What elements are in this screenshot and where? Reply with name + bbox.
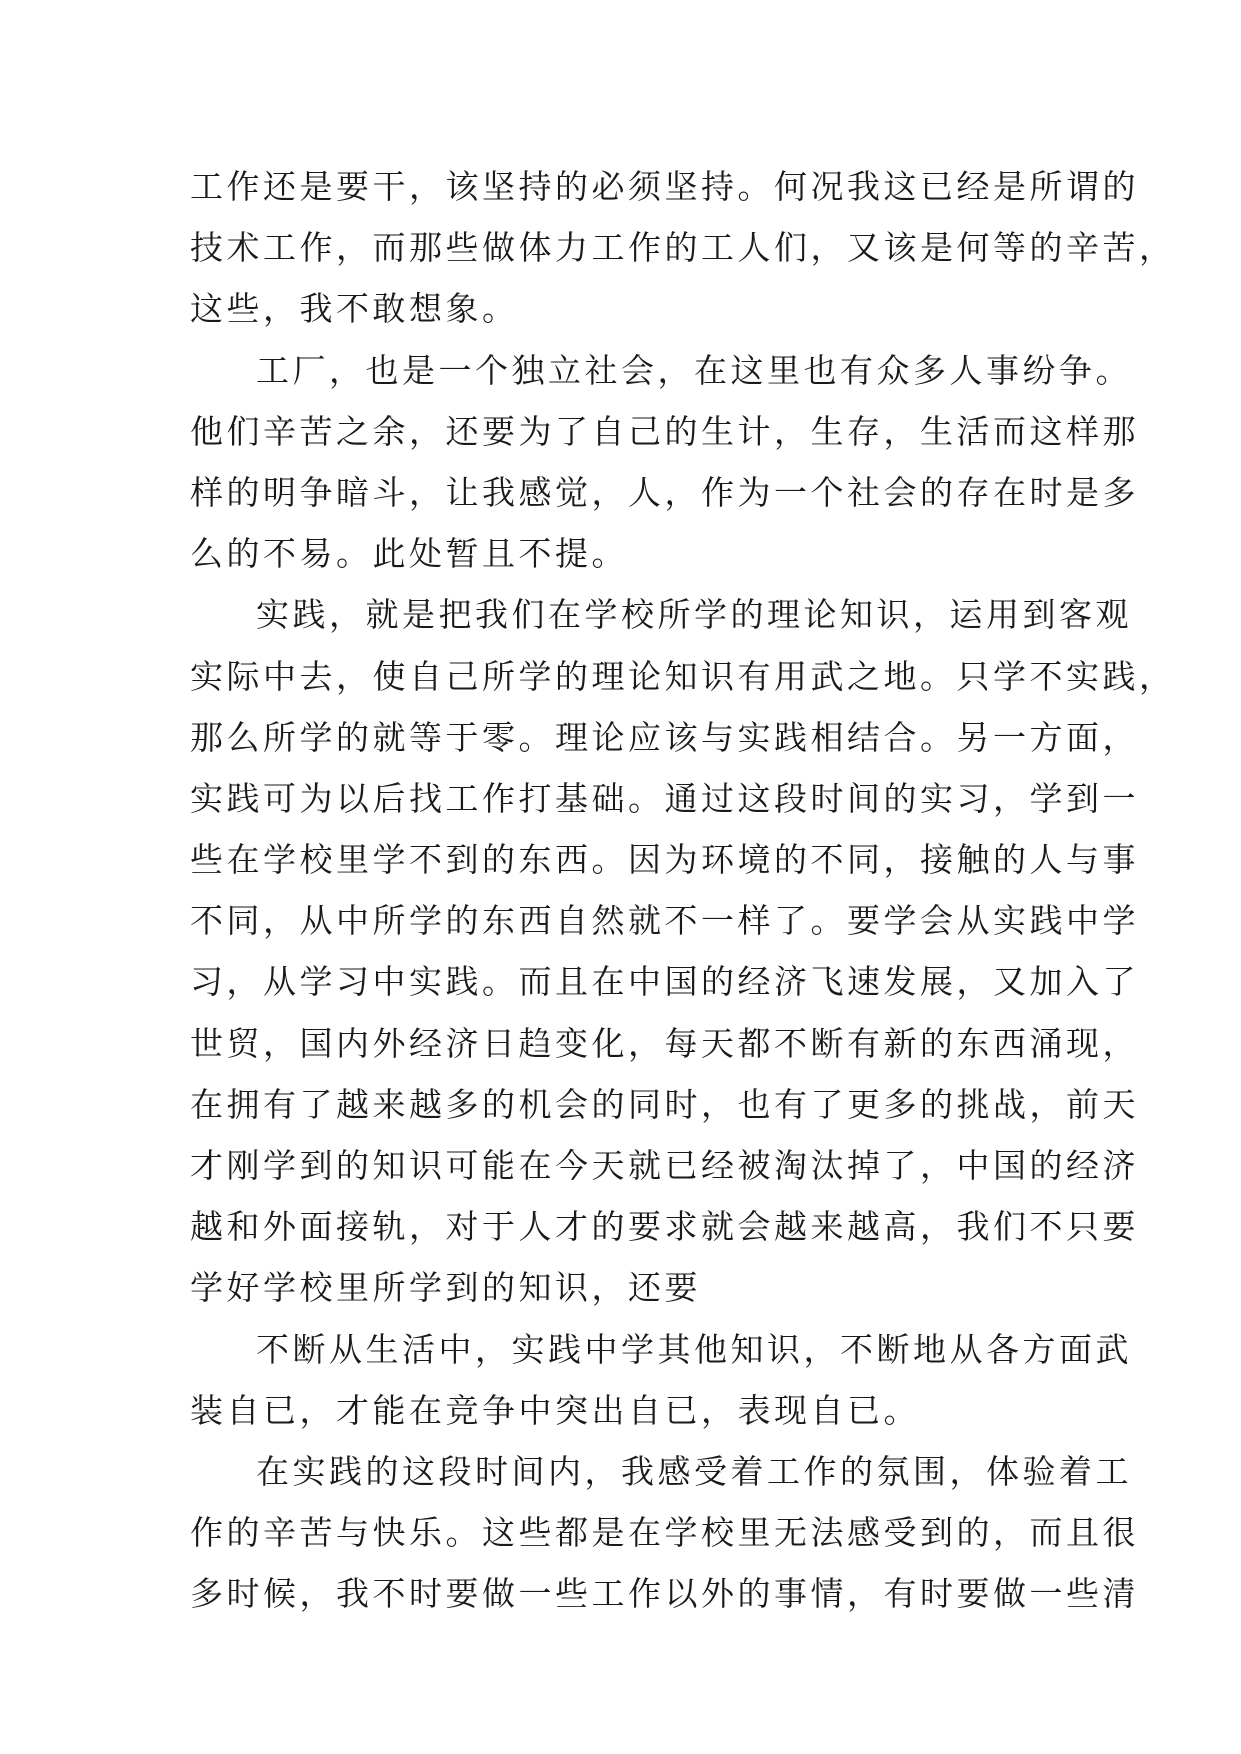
text-line: 样的明争暗斗，让我感觉，人，作为一个社会的存在时是多 bbox=[190, 472, 1139, 512]
text-line: 他们辛苦之余，还要为了自己的生计，生存，生活而这样那 bbox=[190, 411, 1139, 451]
paragraph-first-line: 工厂，也是一个独立社会，在这里也有众多人事纷争。 bbox=[256, 350, 1132, 390]
text-line: 技术工作，而那些做体力工作的工人们，又该是何等的辛苦， bbox=[190, 228, 1176, 268]
text-line: 在拥有了越来越多的机会的同时，也有了更多的挑战，前天 bbox=[190, 1084, 1139, 1124]
text-line: 才刚学到的知识可能在今天就已经被淘汰掉了，中国的经济 bbox=[190, 1146, 1139, 1185]
document-body bbox=[190, 156, 1176, 1625]
text-line: 实践可为以后找工作打基础。通过这段时间的实习，学到一 bbox=[190, 778, 1139, 818]
text-line: 实际中去，使自己所学的理论知识有用武之地。只学不实践， bbox=[190, 656, 1176, 696]
text-line: 那么所学的就等于零。理论应该与实践相结合。另一方面， bbox=[190, 717, 1139, 757]
text-line: 世贸，国内外经济日趋变化，每天都不断有新的东西涌现， bbox=[190, 1023, 1139, 1063]
text-line: 多时候，我不时要做一些工作以外的事情，有时要做一些清 bbox=[190, 1574, 1139, 1614]
text-line: 习，从学习中实践。而且在中国的经济飞速发展，又加入了 bbox=[190, 962, 1139, 1002]
text-line: 这些，我不敢想象。 bbox=[190, 289, 519, 329]
text-line: 学好学校里所学到的知识，还要 bbox=[190, 1268, 701, 1308]
text-line: 么的不易。此处暂且不提。 bbox=[190, 534, 628, 574]
text-line: 工作还是要干，该坚持的必须坚持。何况我这已经是所谓的 bbox=[190, 167, 1139, 206]
text-line: 些在学校里学不到的东西。因为环境的不同，接触的人与事 bbox=[190, 840, 1139, 880]
text-line: 作的辛苦与快乐。这些都是在学校里无法感受到的，而且很 bbox=[190, 1513, 1139, 1553]
text-line: 装自已，才能在竞争中突出自已，表现自已。 bbox=[190, 1390, 920, 1430]
paragraph-first-line: 在实践的这段时间内，我感受着工作的氛围，体验着工 bbox=[256, 1451, 1132, 1491]
paragraph-first-line: 不断从生活中，实践中学其他知识，不断地从各方面武 bbox=[256, 1329, 1132, 1369]
text-line: 不同，从中所学的东西自然就不一样了。要学会从实践中学 bbox=[190, 901, 1139, 941]
text-line: 越和外面接轨，对于人才的要求就会越来越高，我们不只要 bbox=[190, 1207, 1139, 1247]
paragraph-first-line: 实践，就是把我们在学校所学的理论知识，运用到客观 bbox=[256, 595, 1132, 635]
